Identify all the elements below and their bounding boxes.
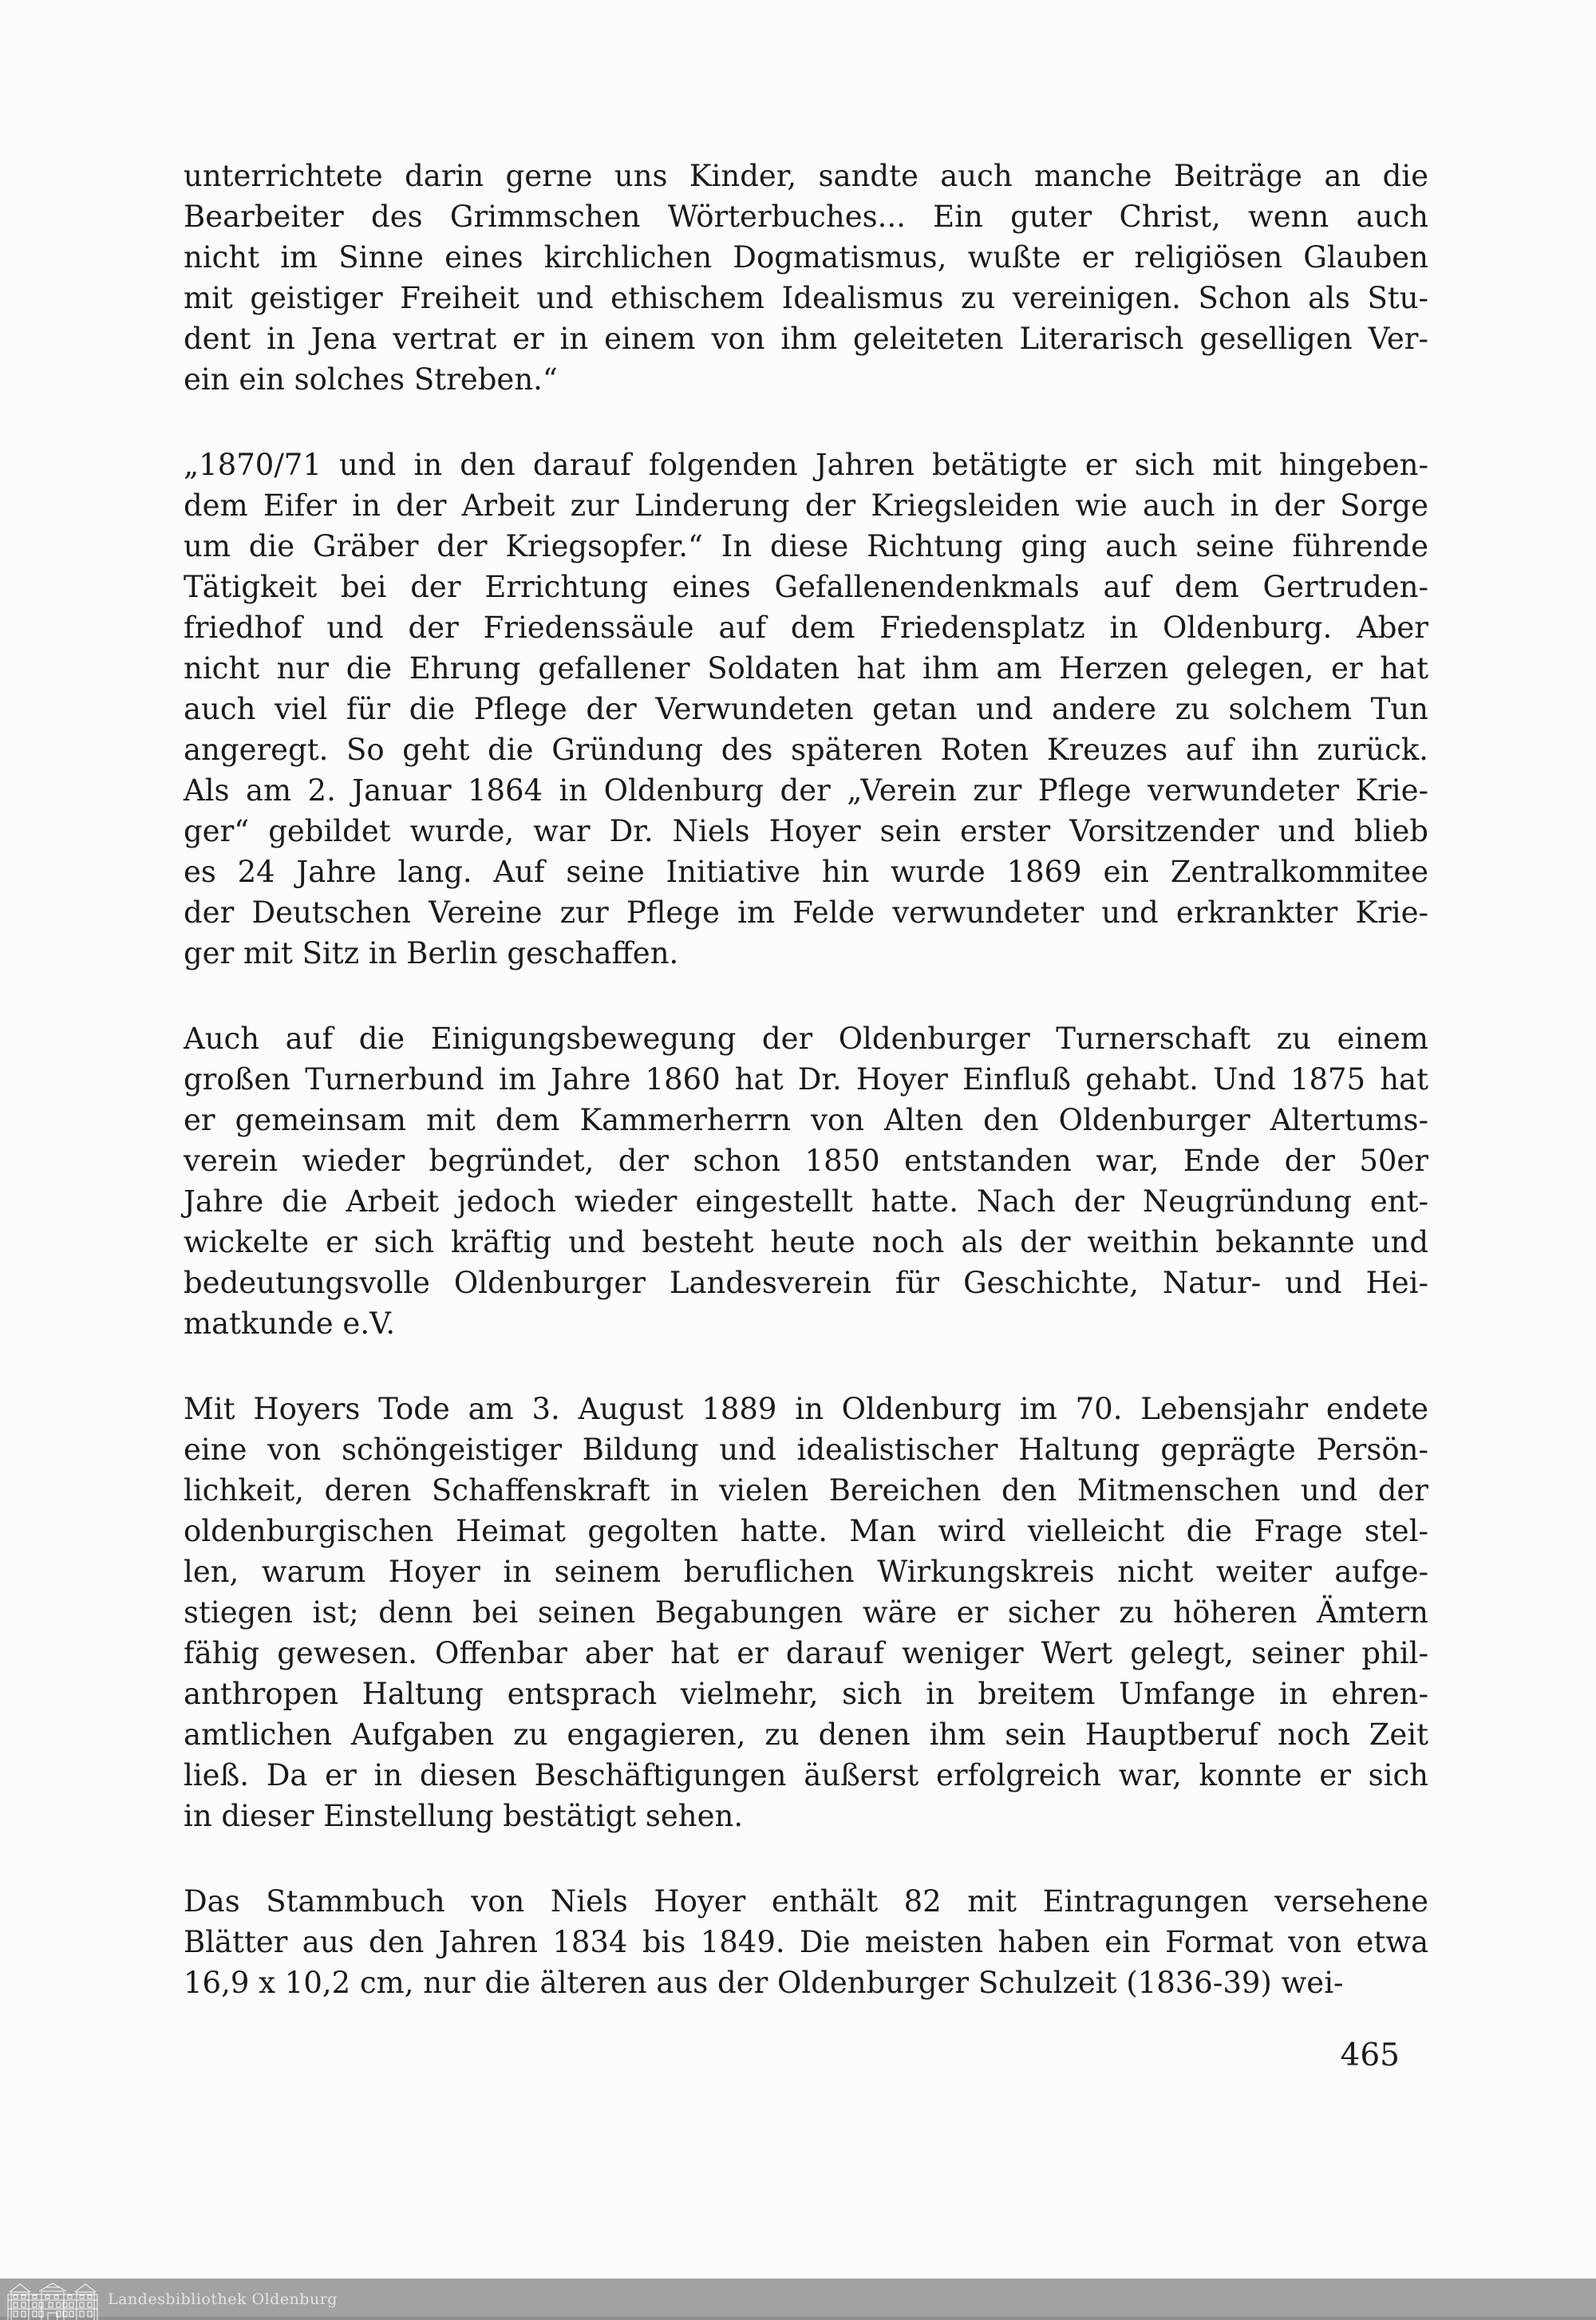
- text-line: um die Gräber der Kriegsopfer.“ In diese Richtung ging auch seine führende: [184, 529, 1428, 563]
- library-building-icon: [6, 2282, 99, 2320]
- text-line: eine von schöngeistiger Bildung und idealistischer Haltung geprägte Persön-: [184, 1433, 1428, 1467]
- text-line: großen Turnerbund im Jahre 1860 hat Dr. Hoyer Einfluß gehabt. Und 1875 hat: [184, 1062, 1428, 1097]
- library-name: Landesbibliothek Oldenburg: [108, 2290, 338, 2308]
- text-line: friedhof und der Friedenssäule auf dem Friedensplatz in Oldenburg. Aber: [184, 611, 1428, 645]
- text-line: amtlichen Aufgaben zu engagieren, zu denen ihm sein Hauptberuf noch Zeit: [184, 1717, 1428, 1752]
- text-line: ger“ gebildet wurde, war Dr. Niels Hoyer sein erster Vorsitzender und blieb: [184, 814, 1428, 848]
- text-line: len, warum Hoyer in seinem beruflichen Wirkungskreis nicht weiter aufge-: [184, 1555, 1428, 1589]
- page-number: 465: [1340, 2037, 1400, 2073]
- text-line: „1870/71 und in den darauf folgenden Jahren betätigte er sich mit hingeben-: [184, 448, 1428, 482]
- paragraph: [184, 1881, 1428, 2003]
- text-line: in dieser Einstellung bestätigt sehen.: [184, 1799, 744, 1833]
- text-line: Tätigkeit bei der Errichtung eines Gefallenendenkmals auf dem Gertruden-: [184, 570, 1428, 604]
- text-line: angeregt. So geht die Gründung des späteren Roten Kreuzes auf ihn zurück.: [184, 733, 1428, 767]
- footer-band: [0, 2279, 1596, 2320]
- text-line: mit geistiger Freiheit und ethischem Idealismus zu vereinigen. Schon als Stu-: [184, 281, 1428, 315]
- text-line: bedeutungsvolle Oldenburger Landesverein für Geschichte, Natur- und Hei-: [184, 1266, 1428, 1300]
- text-line: Das Stammbuch von Niels Hoyer enthält 82 mit Eintragungen versehene: [184, 1884, 1428, 1919]
- text-line: ger mit Sitz in Berlin geschaffen.: [184, 936, 679, 970]
- text-line: matkunde e.V.: [184, 1306, 396, 1341]
- text-line: der Deutschen Vereine zur Pflege im Felde verwundeter und erkrankter Krie-: [184, 895, 1428, 930]
- text-block: [184, 156, 1428, 2003]
- paragraph: [184, 156, 1428, 400]
- text-line: ein ein solches Streben.“: [184, 362, 558, 397]
- text-line: dem Eifer in der Arbeit zur Linderung der Kriegsleiden wie auch in der Sorge: [184, 488, 1428, 523]
- text-line: 16,9 x 10,2 cm, nur die älteren aus der Oldenburger Schulzeit (1836-39) wei-: [184, 1966, 1344, 2000]
- text-line: verein wieder begründet, der schon 1850 entstanden war, Ende der 50er: [184, 1144, 1428, 1178]
- paragraph: [184, 1389, 1428, 1836]
- text-line: Jahre die Arbeit jedoch wieder eingestellt hatte. Nach der Neugründung ent-: [184, 1184, 1428, 1219]
- text-line: nicht im Sinne eines kirchlichen Dogmatismus, wußte er religiösen Glauben: [184, 240, 1428, 275]
- text-line: lichkeit, deren Schaffenskraft in vielen Bereichen den Mitmenschen und der: [184, 1473, 1428, 1508]
- text-line: Mit Hoyers Tode am 3. August 1889 in Oldenburg im 70. Lebensjahr endete: [184, 1392, 1428, 1426]
- text-line: oldenburgischen Heimat gegolten hatte. Man wird vielleicht die Frage stel-: [184, 1514, 1428, 1548]
- text-line: Auch auf die Einigungsbewegung der Oldenburger Turnerschaft zu einem: [184, 1022, 1428, 1056]
- text-line: nicht nur die Ehrung gefallener Soldaten hat ihm am Herzen gelegen, er hat: [184, 651, 1428, 686]
- text-line: dent in Jena vertrat er in einem von ihm geleiteten Literarisch geselligen Ver-: [184, 322, 1428, 356]
- text-line: fähig gewesen. Offenbar aber hat er darauf weniger Wert gelegt, seiner phil-: [184, 1636, 1428, 1670]
- text-line: auch viel für die Pflege der Verwundeten getan und andere zu solchem Tun: [184, 692, 1428, 726]
- text-line: ließ. Da er in diesen Beschäftigungen äußerst erfolgreich war, konnte er sich: [184, 1758, 1428, 1792]
- text-line: wickelte er sich kräftig und besteht heute noch als der weithin bekannte und: [184, 1225, 1428, 1259]
- text-line: anthropen Haltung entsprach vielmehr, sich in breitem Umfange in ehren-: [184, 1677, 1428, 1711]
- paragraph: [184, 445, 1428, 974]
- text-line: Als am 2. Januar 1864 in Oldenburg der „Verein zur Pflege verwundeter Krie-: [184, 773, 1428, 808]
- text-line: er gemeinsam mit dem Kammerherrn von Alten den Oldenburger Altertums-: [184, 1103, 1428, 1137]
- text-line: Bearbeiter des Grimmschen Wörterbuches... Ein guter Christ, wenn auch: [184, 200, 1428, 234]
- paragraph: [184, 1018, 1428, 1344]
- text-line: Blätter aus den Jahren 1834 bis 1849. Die meisten haben ein Format von etwa: [184, 1925, 1428, 1959]
- text-line: stiegen ist; denn bei seinen Begabungen wäre er sicher zu höheren Ämtern: [184, 1595, 1428, 1630]
- text-line: unterrichtete darin gerne uns Kinder, sandte auch manche Beiträge an die: [184, 159, 1428, 193]
- text-line: es 24 Jahre lang. Auf seine Initiative hin wurde 1869 ein Zentralkommitee: [184, 855, 1428, 889]
